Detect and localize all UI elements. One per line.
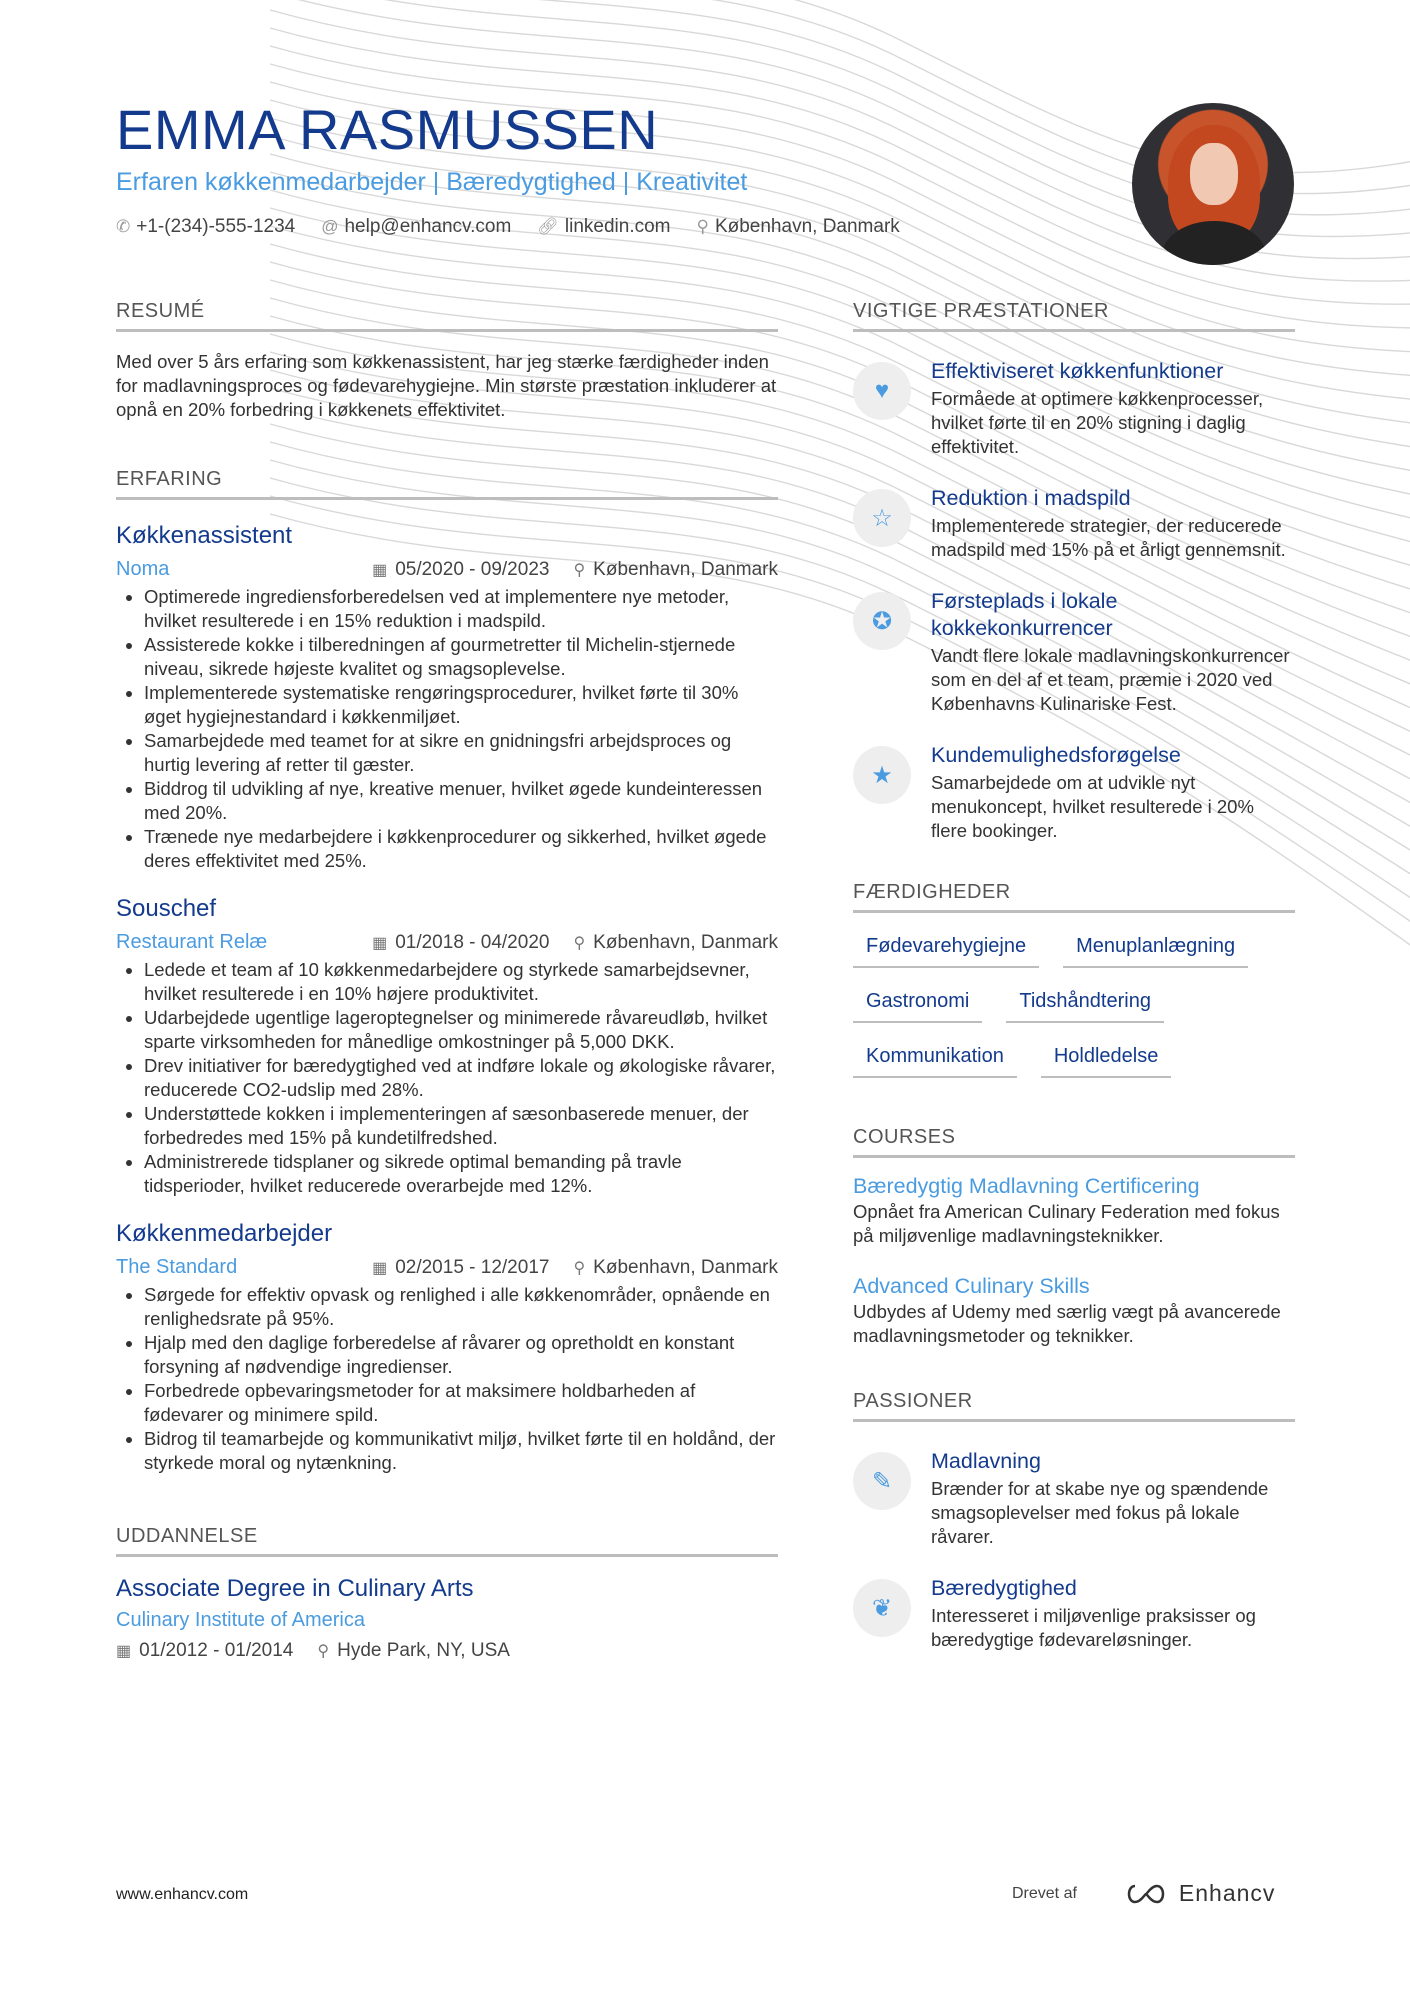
calendar-icon: ▦ [116,1643,132,1660]
job-title: Køkkenassistent [116,522,293,549]
location-pin-icon: ⚲ [696,217,709,236]
avatar [1132,103,1294,265]
skill-tag: Menuplanlægning [1063,935,1248,968]
achievement-item-body [931,358,1295,459]
contact-location: ⚲ København, Danmark [696,216,900,237]
skill-tag: Gastronomi [853,990,982,1023]
passion-item-text: Brænder for at skabe nye og spændende smagsoplevelser med fokus på lokale råvarer. [931,1478,1269,1547]
job-meta [116,558,778,581]
bullet-item: • Hjalp med den daglige forberedelse af råvarer og opretholdt en konstant forsyning af nødvendige ingredienser. [144,1331,778,1379]
bullet-item: • Biddrog til udvikling af nye, kreative menuer, hvilket øgede kundeinteressen med 20%. [144,777,778,825]
candidate-name: EMMA RASMUSSEN [116,98,659,161]
achievement-item [853,588,1295,716]
footer-powered [1012,1880,1275,1907]
at-icon: @ [321,217,339,236]
contact-email[interactable]: @ help@enhancv.com [321,216,512,237]
experience-section [116,468,778,1475]
passion-item-body [931,1575,1295,1652]
skills-section [853,881,1295,1078]
skill-tag: Holdledelse [1041,1045,1172,1078]
passion-item-text: Interesseret i miljøvenlige praksisser og bæredygtige fødevareløsninger. [931,1605,1256,1650]
contact-phone[interactable]: ✆ +1-(234)-555-1234 [116,216,296,237]
star-outline-icon: ☆ [853,489,911,547]
bullet-item: • Understøttede kokken i implementeringen af sæsonbaserede menuer, der forbedredes med 15% på kundetilfredshed. [144,1102,778,1150]
star-icon: ★ [853,746,911,804]
job-meta [116,931,778,954]
passion-item-title: Bæredygtighed [931,1576,1077,1600]
company-name: Noma [116,558,170,580]
education-meta: ▦ 01/2012 - 01/2014 ⚲ Hyde Park, NY, USA [116,1640,510,1661]
location-pin-icon: ⚲ [573,561,586,579]
link-icon: 🔗︎ [537,217,559,236]
achievement-item-text: Implementerede strategier, der reducerede madspild med 15% på et årligt gennemsnit. [931,515,1286,560]
job-location [573,932,778,954]
contact-bar [116,216,1116,238]
calendar-icon: ▦ [372,1259,388,1277]
bullet-item: • Bidrog til teamarbejde og kommunikativt miljø, hvilket førte til en holdånd, der styrkede moral og nytænkning. [144,1427,778,1475]
school: Culinary Institute of America [116,1609,365,1631]
course-title[interactable]: Advanced Culinary Skills [853,1274,1090,1298]
job-dates-text: 01/2018 - 04/2020 [395,931,550,953]
brand-logo[interactable]: Enhancv [1123,1880,1276,1907]
company-name: Restaurant Relæ [116,931,268,953]
phone-icon: ✆ [116,217,131,236]
achievement-item-body [931,485,1295,562]
location-pin-icon: ⚲ [573,934,586,952]
passion-item [853,1575,1295,1652]
bullet-item: • Sørgede for effektiv opvask og renlighed i alle køkkenområder, opnående en renlighedsrate på 95%. [144,1283,778,1331]
achievement-item-body [931,742,1295,843]
job-meta-details [372,1257,778,1279]
tagline: Erfaren køkkenmedarbejder | Bæredygtighed | Kreativitet [116,168,748,196]
job-location [573,1257,778,1279]
passion-item [853,1448,1295,1549]
bullet-item: • Administrerede tidsplaner og sikrede optimal bemanding på travle tidsperioder, hvilket reducerede overarbejde med 12%. [144,1150,778,1198]
job-bullets [116,1283,778,1475]
section-title-passions: PASSIONER [853,1390,1295,1422]
job-bullets [116,958,778,1198]
bullet-item: • Ledede et team af 10 køkkenmedarbejdere og styrkede samarbejdsevner, hvilket resulterede i en 10% højere produktivitet. [144,958,778,1006]
passion-item-title: Madlavning [931,1449,1041,1473]
section-title-courses: COURSES [853,1126,1295,1158]
footer-website[interactable]: www.enhancv.com [116,1886,249,1903]
achievement-item-title: Reduktion i madspild [931,486,1131,510]
course-item [853,1272,1295,1348]
bullet-item: • Samarbejdede med teamet for at sikre en gnidningsfri arbejdsproces og hurtig levering af retter til gæster. [144,729,778,777]
job-dates [372,559,549,581]
infinity-logo-icon [1123,1882,1169,1906]
achievement-item-body [931,588,1295,716]
course-title[interactable]: Bæredygtig Madlavning Certificering [853,1174,1200,1198]
achievement-item [853,485,1295,562]
job-location-text: København, Danmark [593,1256,778,1278]
job-dates-text: 02/2015 - 12/2017 [395,1256,550,1278]
job-location-text: København, Danmark [593,931,778,953]
company-name: The Standard [116,1256,238,1278]
summary-text: Med over 5 års erfaring som køkkenassistent, har jeg stærke færdigheder inden for madlavningsproces og fødevarehygiejne. Min største præstation inkluderer at opnå en 20% forbedring i køkkenets effektivitet. [116,351,777,420]
achievement-item-title: Førsteplads i lokale kokkekonkurrencer [931,589,1118,640]
job-dates-text: 05/2020 - 09/2023 [395,558,550,580]
achievement-item-text: Vandt flere lokale madlavningskonkurrencer som en del af et team, præmie i 2020 ved Københavns Kulinariske Fest. [931,645,1290,714]
bullet-item: • Forbedrede opbevaringsmetoder for at maksimere holdbarheden af fødevarer og minimere spild. [144,1379,778,1427]
heart-icon: ♥ [853,362,911,420]
magic-wand-icon: ✎ [853,1452,911,1510]
section-title-summary: RESUMÉ [116,300,778,332]
job-title: Køkkenmedarbejder [116,1220,333,1247]
job-location [573,559,778,581]
calendar-icon: ▦ [372,561,388,579]
passion-item-body [931,1448,1295,1549]
course-text: Udbydes af Udemy med særlig vægt på avancerede madlavningsmetoder og teknikker. [853,1301,1281,1346]
achievement-item-text: Samarbejdede om at udvikle nyt menukoncept, hvilket resulterede i 20% flere bookinger. [931,772,1254,841]
job-entry [116,893,778,1198]
job-meta-details [372,559,778,581]
job-location-text: København, Danmark [593,558,778,580]
achievement-item [853,358,1295,459]
bullet-item: • Optimerede ingrediensforberedelsen ved at implementere nye metoder, hvilket resulterede i en 15% reduktion i madspild. [144,585,778,633]
degree: Associate Degree in Culinary Arts [116,1575,474,1602]
skill-tag: Kommunikation [853,1045,1017,1078]
job-entry [116,520,778,873]
right-column [853,300,1295,1652]
location-pin-icon: ⚲ [317,1643,330,1660]
powered-by-label: Drevet af [1012,1884,1077,1902]
header [116,98,1116,238]
course-text: Opnået fra American Culinary Federation med fokus på miljøvenlige madlavningsteknikker. [853,1201,1280,1246]
section-title-education: UDDANNELSE [116,1525,778,1557]
course-item [853,1172,1295,1248]
bullet-item: • Assisterede kokke i tilberedningen af gourmetretter til Michelin-stjernede niveau, sikrede højeste kvalitet og smagsoplevelse. [144,633,778,681]
job-title: Souschef [116,895,217,922]
achievement-item-text: Formåede at optimere køkkenprocesser, hvilket førte til en 20% stigning i daglig effektivitet. [931,388,1264,457]
contact-linkedin[interactable]: 🔗︎ linkedin.com [537,216,671,237]
section-title-skills: FÆRDIGHEDER [853,881,1295,913]
job-meta-details [372,932,778,954]
left-column [116,300,778,1662]
section-title-achievements: VIGTIGE PRÆSTATIONER [853,300,1295,332]
section-title-experience: ERFARING [116,468,778,500]
courses-section [853,1126,1295,1348]
job-dates [372,932,549,954]
job-meta [116,1256,778,1279]
award-icon: ✪ [853,592,911,650]
achievement-item [853,742,1295,843]
passions-section [853,1390,1295,1652]
leaf-head-icon: ❦ [853,1579,911,1637]
achievement-item-title: Kundemulighedsforøgelse [931,743,1181,767]
location-pin-icon: ⚲ [573,1259,586,1277]
skill-tag: Tidshåndtering [1006,990,1164,1023]
skill-tag: Fødevarehygiejne [853,935,1039,968]
bullet-item: • Udarbejdede ugentlige lageroptegnelser og minimerede råvareudløb, hvilket sparte virksomheden for månedlige omkostninger på 5,000 DKK. [144,1006,778,1054]
job-bullets [116,585,778,873]
achievement-item-title: Effektiviseret køkkenfunktioner [931,359,1224,383]
job-dates [372,1257,549,1279]
bullet-item: • Implementerede systematiske rengøringsprocedurer, hvilket førte til 30% øget hygiejnestandard i køkkenmiljøet. [144,681,778,729]
bullet-item: • Drev initiativer for bæredygtighed ved at indføre lokale og økologiske råvarer, reducerede CO2-udslip med 28%. [144,1054,778,1102]
summary-section [116,300,778,422]
job-entry [116,1218,778,1475]
calendar-icon: ▦ [372,934,388,952]
achievements-section [853,300,1295,843]
education-section [116,1525,778,1662]
bullet-item: • Trænede nye medarbejdere i køkkenprocedurer og sikkerhed, hvilket øgede deres effektivitet med 25%. [144,825,778,873]
